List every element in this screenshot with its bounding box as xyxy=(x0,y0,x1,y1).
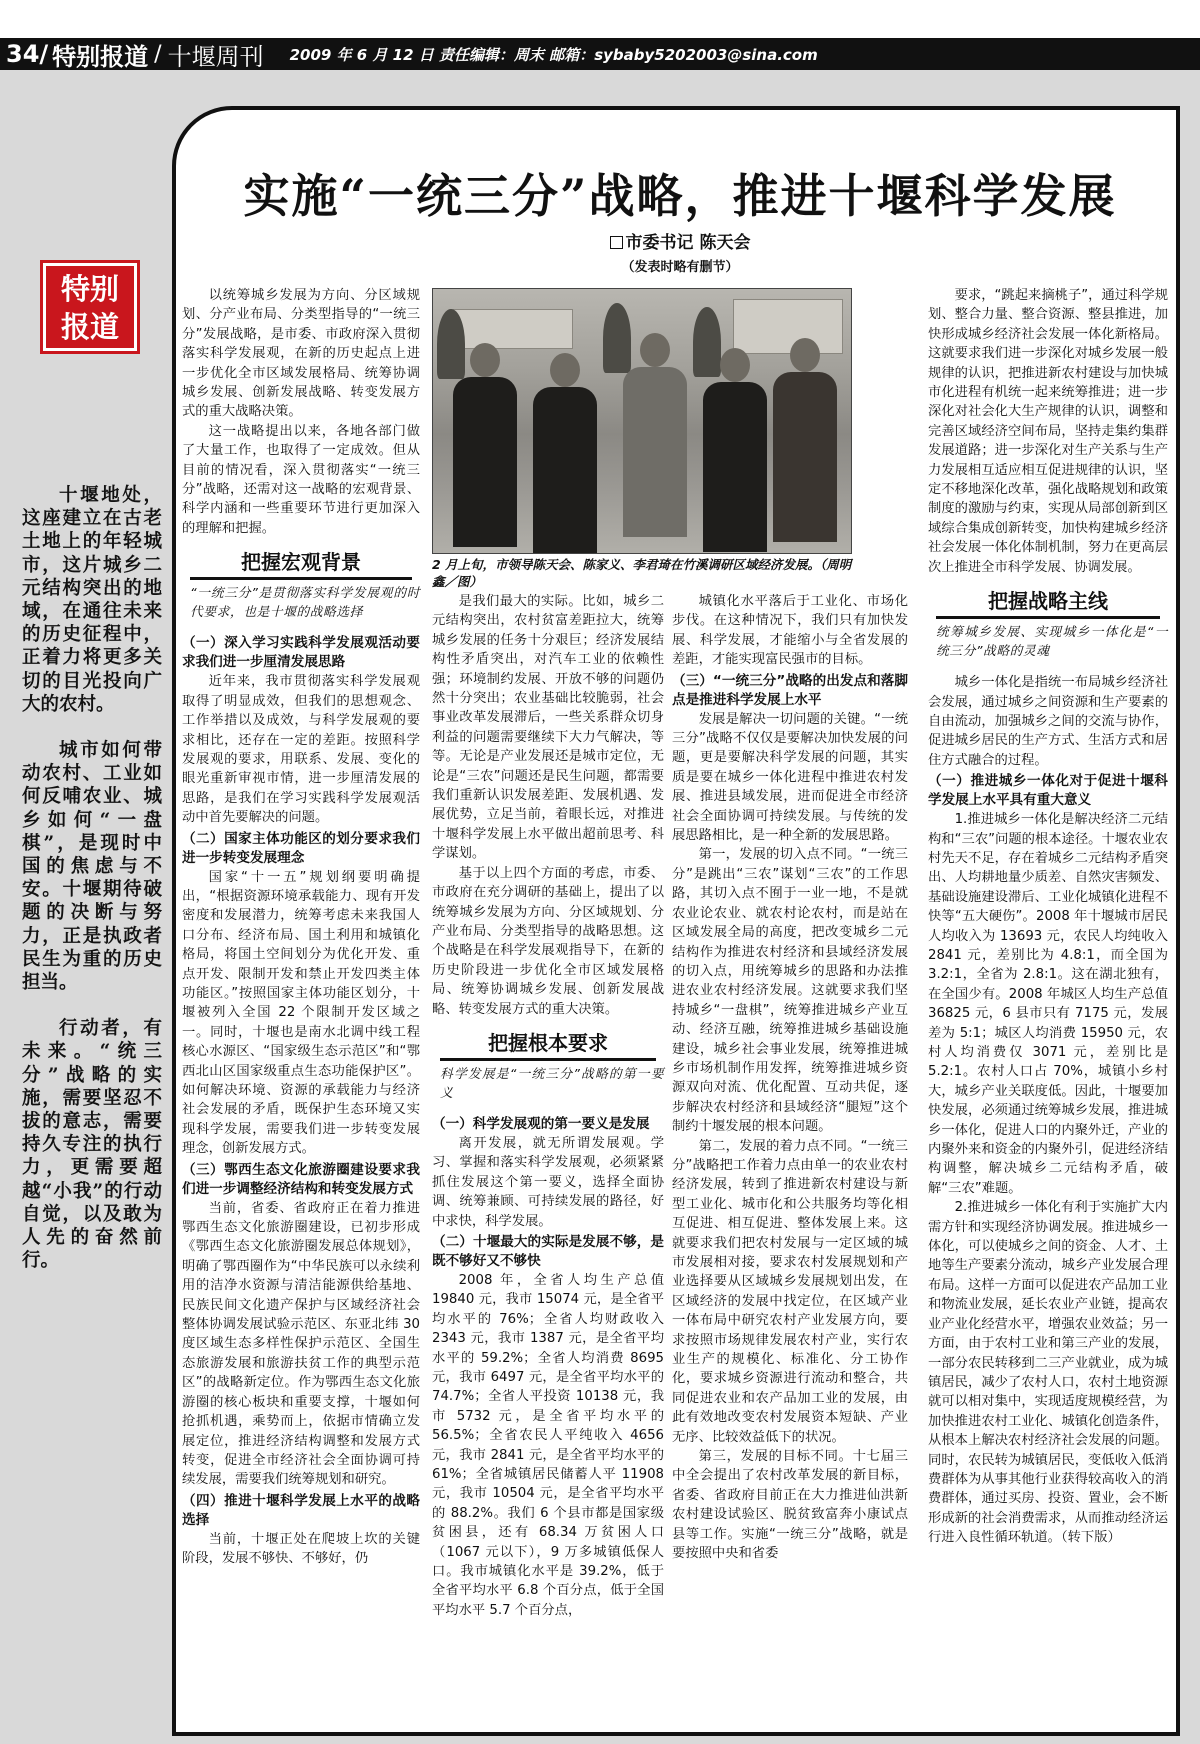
header-meta: 2009 年 6 月 12 日 责任编辑：周末 邮箱：sybaby5202003@sina.com xyxy=(289,45,818,64)
subheading: （一）深入学习实践科学发展观活动要求我们进一步厘清发展思路 xyxy=(182,635,420,671)
page-number: 34/ xyxy=(6,40,49,68)
article-note: （发表时略有删节） xyxy=(621,260,739,275)
subheading: （二）国家主体功能区的划分要求我们进一步转变发展理念 xyxy=(182,830,420,866)
paragraph: 离开发展，就无所谓发展观。学习、掌握和落实科学发展观，必须紧紧抓住发展这个第一要义，选择全面协调、统筹兼顾、可持续发展的路径，好中求快，科学发展。 xyxy=(432,1135,664,1229)
page-header-bar xyxy=(0,38,1200,70)
paragraph: 基于以上四个方面的考虑，市委、市政府在充分调研的基础上，提出了以统筹城乡发展为方向、分区域规划、分产业布局、分类型指导的战略思想。这个战略是在科学发展观指导下，在新的历史阶段进一步优化全市区域发展格局、统筹协调城乡发展、创新发展战略、转变发展方式的重大决策。 xyxy=(432,865,664,1017)
subheading: （二）十堰最大的实际是发展不够，是既不够好又不够快 xyxy=(432,1233,664,1269)
photo-person xyxy=(703,348,767,553)
sidebar-paragraph: 行动者，有未来。“统三分”战略的实施，需要坚忍不拔的意志，需要持久专注的执行力，更需要超越“小我”的行动自觉，以及敢为人先的奋然前行。 xyxy=(22,1018,162,1272)
paragraph: 城镇化水平落后于工业化、市场化步伐。在这种情况下，我们只有加快发展、科学发展，才能缩小与全省发展的差距，才能实现富民强市的目标。 xyxy=(672,594,908,668)
article-column-3 xyxy=(672,592,908,1564)
paragraph: 当前，省委、省政府正在着力推进鄂西生态文化旅游圈建设，已初步形成《鄂西生态文化旅游圈发展总体规划》，明确了鄂西圈作为“中华民族可以永续利用的洁净水资源与清洁能源供给基地、民族民间文化遗产保护与区域经济社会整体协调发展试验示范区、东亚北纬 30 度区域生态多样性保护示范区、全国生态旅游发展和旅游扶贫工作的典型示范区”的战略新定位。作为鄂西生态文化旅游圈的核心板块和重要支撑，十堰如何抢抓机遇，乘势而上，依据市情确立发展定位，推进经济结构调整和发展方式转变，促进全市经济社会全面协调可持续发展，需要我们统筹规划和研究。 xyxy=(182,1200,420,1488)
section-heading: 把握根本要求 xyxy=(440,1029,656,1061)
byline-box-icon xyxy=(610,236,623,249)
paragraph: 国家“十一五”规划纲要明确提出，“根据资源环境承载能力、现有开发密度和发展潜力，统筹考虑未来我国人口分布、经济布局、国土利用和城镇化格局，将国土空间划分为优化开发、重点开发、限制开发和禁止开发四类主体功能区。”按照国家主体功能区划分，十堰被列入全国 22 个限制开发区域之一。同时，十堰也是南水北调中线工程核心水源区、“国家级生态示范区”和“鄂西北山区国家级重点生态功能保护区”。如何解决环境、资源的承载能力与经济社会发展的矛盾，既保护生态环境又实现科学发展，需要我们进一步转变发展理念，创新发展方式。 xyxy=(182,869,420,1157)
article-byline: 市委书记 陈天会 xyxy=(176,228,1184,253)
sidebar-paragraph: 十堰地处，这座建立在古老土地上的年轻城市，这片城乡二元结构突出的地域，在通往未来的历史征程中，正着力将更多关切的目光投向广大的农村。 xyxy=(22,485,162,715)
column-name: 十堰周刊 xyxy=(167,42,264,71)
paragraph: 是我们最大的实际。比如，城乡二元结构突出，农村贫富差距拉大，统筹城乡发展的任务十分艰巨；经济发展结构性矛盾突出，对汽车工业的依赖性强；环境制约发展、开放不够的问题仍然十分突出；农业基础比较脆弱，社会事业改革发展滞后，一些关系群众切身利益的问题需要继续下大力气解决，等等。无论是产业发展还是城市定位，无论是“三农”问题还是民生问题，都需要我们重新认识发展差距、发展机遇、发展优势，立足当前，着眼长远，对推进十堰科学发展上水平做出超前思考、科学谋划。 xyxy=(432,594,664,862)
photo-person xyxy=(623,333,687,553)
section-heading: 把握宏观背景 xyxy=(190,548,412,580)
section-heading: 把握战略主线 xyxy=(936,587,1160,619)
header-slash: / xyxy=(154,41,162,67)
paragraph: 以统筹城乡发展为方向、分区域规划、分产业布局、分类型指导的“一统三分”发展战略，是市委、市政府深入贯彻落实科学发展观，在新的历史起点上进一步优化全市区域发展格局、统筹协调城乡发展、创新发展战略、转变发展方式的重大战略决策。 xyxy=(182,288,420,420)
section-name: 特别报道 xyxy=(52,41,149,71)
subheading: （三）“一统三分”战略的出发点和落脚点是推进科学发展上水平 xyxy=(672,672,908,708)
subheading: （四）推进十堰科学发展上水平的战略选择 xyxy=(182,1492,420,1528)
photo-person xyxy=(773,338,837,553)
special-report-tag xyxy=(40,260,140,354)
paragraph: 发展是解决一切问题的关键。“一统三分”战略不仅仅是要解决加快发展的问题，更是要解决科学发展的问题，其实质是要在城乡一体化进程中推进农村发展、推进县域发展，进而促进全市经济社会全面协调可持续发展。与传统的发展思路相比，是一种全新的发展思路。 xyxy=(672,711,908,844)
paragraph: 城乡一体化是指统一布局城乡经济社会发展，通过城乡之间资源和生产要素的自由流动，加强城乡之间的交流与协作，促进城乡居民的生产方式、生活方式和居住方式融合的过程。 xyxy=(928,675,1168,768)
article-column-2 xyxy=(432,592,664,1620)
paragraph: 第二，发展的着力点不同。“一统三分”战略把工作着力点由单一的农业农村经济发展，转到了推进新农村建设与新型工业化、城市化和公共服务均等化相互促进、相互促进、整体发展上来。这就要求我们把农村发展与一定区域的城市发展相对接，要求农村发展规划和产业选择要从区域城乡发展规划出发，在区域经济的发展中找定位，在区域产业一体布局中研究农村产业发展方向，要求按照市场规律发展农村产业，实行农业生产的规模化、标准化、分工协作化，要求城乡资源进行流动和整合，共同促进农业和农产品加工业的发展，由此有效地改变农村发展资本短缺、产业无序、比较效益低下的状况。 xyxy=(672,1138,908,1445)
subheading: （一）科学发展观的第一要义是发展 xyxy=(432,1115,650,1132)
paragraph: 第一，发展的切入点不同。“一统三分”是跳出“三农”谋划“三农”的工作思路，其切入点不囿于一业一地，不是就农业论农业、就农村论农村，而是站在区域发展全局的高度，把改变城乡二元结构作为推进农村经济和县域经济发展的切入点，用统筹城乡的思路和办法推进农业农村经济发展。这就要求我们坚持城乡“一盘棋”，统筹推进城乡产业互动、经济互融，统筹推进城乡基础设施建设，城乡社会事业发展，统筹推进城乡市场机制作用发挥，统筹推进城乡资源双向对流、优化配置、互动共促，逐步解决农村经济和县域经济“腿短”这个制约十堰发展的根本问题。 xyxy=(672,847,908,1135)
paragraph: 当前，十堰正处在爬坡上坎的关键阶段，发展不够快、不够好，仍 xyxy=(182,1531,420,1567)
section-lede: 科学发展是“一统三分”战略的第一要义 xyxy=(440,1066,664,1101)
sidebar-paragraph: 城市如何带动农村、工业如何反哺农业、城乡如何“一盘棋”，是现时中国的焦虑与不安。十堰期待破题的决断与努力，正是执政者民生为重的历史担当。 xyxy=(22,740,162,994)
photo-caption: 2 月上旬，市领导陈天会、陈家义、李君琦在竹溪调研区域经济发展。（周明鑫／图） xyxy=(432,557,852,589)
paragraph: 要求，“跳起来摘桃子”，通过科学规划、整合力量、整合资源、整县推进，加快形成城乡经济社会发展一体化新格局。这就要求我们进一步深化对城乡发展一般规律的认识，把推进新农村建设与加快城市化进程有机统一起来统筹推进；进一步深化对社会化大生产规律的认识，调整和完善区域经济空间布局，坚持走集约集群发展道路；进一步深化对生产关系与生产力发展相互适应相互促进规律的认识，坚定不移地深化改革，强化战略规划和政策制度的激励与约束，实现从局部创新到区域综合集成创新转变，加快构建城乡经济社会发展一体化体制机制，努力在更高层次上推进全市科学发展、协调发展。 xyxy=(928,288,1168,575)
section-lede: 统筹城乡发展、实现城乡一体化是“一统三分”战略的灵魂 xyxy=(936,625,1168,660)
sidebar-commentary xyxy=(22,484,162,1296)
paragraph: 第三，发展的目标不同。十七届三中全会提出了农村改革发展的新目标，省委、省政府目前正在大力推进仙洪新农村建设试验区、脱贫致富奔小康试点县等工作。实施“一统三分”战略，就是要按照中央和省委 xyxy=(672,1449,908,1562)
paragraph: 2008 年，全省人均生产总值 19840 元，我市 15074 元，是全省平均水平的 76%；全省人均财政收入 2343 元，我市 1387 元，是全省平均水平的 59.2%；全省人均消费 8695 元，我市 6497 元，是全省平均水平的 74.7%；全省人平投资 10138 元，我市 5732 元，是全省平均水平的 56.5%；全省农民人平纯收入 4656 元，我市 2841 元，是全省平均水平的 61%；全省城镇居民储蓄人平 11908 元，我市 10504 元，是全省平均水平的 88.2%。我们 6 个县市都是国家级贫困县，还有 68.34 万贫困人口（1067 元以下），9 万多城镇低保人口。我市城镇化水平是 39.2%，低于全省平均水平 6.8 个百分点，低于全国平均水平 5.7 个百分点， xyxy=(432,1272,664,1618)
subheading: （一）推进城乡一体化对于促进十堰科学发展上水平具有重大意义 xyxy=(928,773,1168,809)
tag-line-2: 报道 xyxy=(60,310,119,344)
paragraph: 2.推进城乡一体化有利于实施扩大内需方针和实现经济协调发展。推进城乡一体化，可以使城乡之间的资金、人才、土地等生产要素分流动，城乡产业发展合理布局。这样一方面可以促进农产品加工业和物流业发展，延长农业产业链，提高农业产业化经营水平，增强农业效益；另一方面，由于农村工业和第三产业的发展，一部分农民转移到二三产业就业，成为城镇居民，减少了农村人口，农村土地资源就可以相对集中，实现适度规模经营，为加快推进农村工业化、城镇化创造条件，从根本上解决农村经济社会发展的问题。同时，农民转为城镇居民，变低收入低消费群体为从事其他行业获得较高收入的消费群体，通过买房、投资、置业，会不断形成新的社会消费需求，从而推动经济运行进入良性循环轨道。（转下版） xyxy=(928,1200,1168,1546)
article-title: 实施“一统三分”战略，推进十堰科学发展 xyxy=(243,169,1117,223)
paragraph: 1.推进城乡一体化是解决经济二元结构和“三农”问题的根本途径。十堰农业农村先天不足，存在着城乡二元结构矛盾突出、人均耕地量少质差、自然灾害频发、基础设施建设滞后、工业化城镇化进程不快等“五大硬伤”。2008 年十堰城市居民人均收入为 13693 元，农民人均纯收入 2841 元，差别比为 4.8:1，而全国为 3.2:1，全省为 2.8:1。这在湖北独有，在全国少有。2008 年城区人均生产总值 36825 元，6 县市只有 7175 元，发展差为 5:1；城区人均消费 15950 元，农村人均消费仅 3071 元，差别比是 5.2:1。农村人口占 70%，城镇小乡村大，城乡产业关联度低。因此，十堰要加快发展，必须通过统筹城乡发展，推进城乡一体化，促进人口的内聚外迁，产业的内聚外来和资金的内聚外引，促进经济结构调整，解决城乡二元结构矛盾，破解“三农”难题。 xyxy=(928,812,1168,1196)
section-lede: “一统三分”是贯彻落实科学发展观的时代要求，也是十堰的战略选择 xyxy=(190,586,420,621)
article-column-1 xyxy=(182,286,420,1569)
article-column-4 xyxy=(928,286,1168,1548)
subheading: （三）鄂西生态文化旅游圈建设要求我们进一步调整经济结构和转变发展方式 xyxy=(182,1161,420,1197)
paragraph: 这一战略提出以来，各地各部门做了大量工作，也取得了一定成效。但从目前的情况看，深入贯彻落实“一统三分”战略，还需对这一战略的宏观背景、科学内涵和一些重要环节进行更加深入的理解和把握。 xyxy=(182,423,420,536)
photo-person xyxy=(453,343,517,553)
news-photo xyxy=(432,288,852,554)
photo-person xyxy=(533,353,597,553)
paragraph: 近年来，我市贯彻落实科学发展观取得了明显成效，但我们的思想观念、工作举措以及成效，与科学发展观的要求相比，还存在一定的差距。按照科学发展观的要求，用联系、发展、变化的眼光重新审视市情，进一步厘清发展的思路，是我们在学习实践科学发展观活动中首先要解决的问题。 xyxy=(182,674,420,826)
tag-line-1: 特别 xyxy=(60,272,119,306)
